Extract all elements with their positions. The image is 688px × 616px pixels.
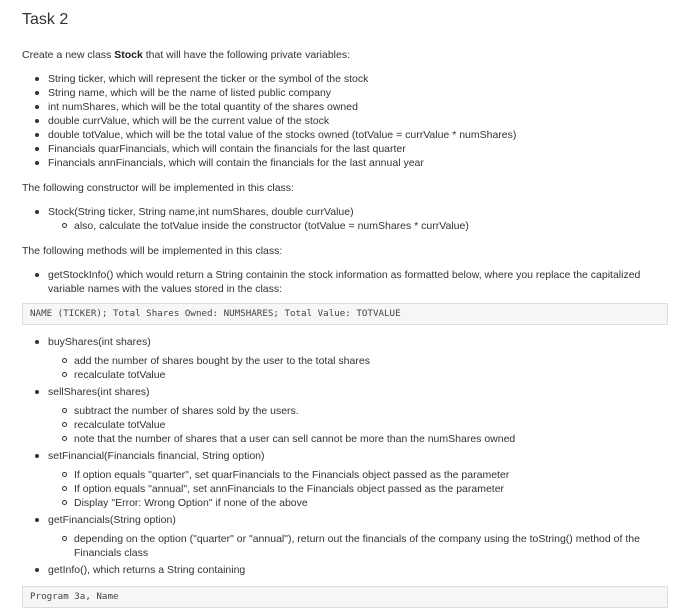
constructor-signature: Stock(String ticker, String name,int numShares, double currValue) [48,206,354,218]
variable-item: double currValue, which will be the current value of the stock [22,114,668,128]
intro-before: Create a new class [22,49,115,61]
method-item [22,449,668,510]
code-block-format: NAME (TICKER); Total Shares Owned: NUMSHARES; Total Value: TOTVALUE [22,303,668,325]
variable-item: Financials quarFinancials, which will contain the financials for the last quarter [22,142,668,156]
method-sublist [48,532,668,560]
method-detail: recalculate totValue [48,418,668,432]
variable-item: Financials annFinancials, which will contain the financials for the last annual year [22,156,668,170]
method-detail: If option equals "annual", set annFinancials to the Financials object passed as the parameter [48,482,668,496]
methods-list [22,335,668,577]
method-label: sellShares(int shares) [48,386,150,398]
variable-item: double totValue, which will be the total value of the stocks owned (totValue = currValue * numShares) [22,128,668,142]
variable-item: int numShares, which will be the total quantity of the shares owned [22,100,668,114]
method-detail: depending on the option ("quarter" or "annual"), return out the financials of the company using the toString() method of the Financials class [48,532,668,560]
method-sublist [48,354,668,382]
method-detail: add the number of shares bought by the user to the total shares [48,354,668,368]
method-detail: recalculate totValue [48,368,668,382]
constructor-note: also, calculate the totValue inside the constructor (totValue = numShares * currValue) [48,219,668,233]
method-sublist [48,404,668,446]
method-detail: note that the number of shares that a user can sell cannot be more than the numShares owned [48,432,668,446]
method-label: setFinancial(Financials financial, String option) [48,450,265,462]
constructor-list [22,205,668,233]
intro-after: that will have the following private variables: [142,49,351,61]
constructor-heading: The following constructor will be implemented in this class: [22,182,294,194]
method-label: getFinancials(String option) [48,514,176,526]
variable-item: String ticker, which will represent the ticker or the symbol of the stock [22,72,668,86]
variables-list [22,72,668,170]
method-item [22,335,668,382]
variable-item: String name, which will be the name of listed public company [22,86,668,100]
page-title: Task 2 [22,11,69,28]
constructor-sublist [48,219,668,233]
code-block-program: Program 3a, Name [22,586,668,608]
method-detail: Display "Error: Wrong Option" if none of the above [48,496,668,510]
methods-heading: The following methods will be implemented in this class: [22,245,283,257]
method-getinfo: getInfo(), which returns a String containing [22,563,668,577]
method-sublist [48,468,668,510]
method-label: buyShares(int shares) [48,336,151,348]
class-name: Stock [114,49,143,61]
method-item [22,385,668,446]
method-detail: subtract the number of shares sold by the users. [48,404,668,418]
method-getstockinfo: getStockInfo() which would return a String containin the stock information as formatted below, where you replace the capitalized variable names with the values stored in the class: [22,268,668,296]
methods-list-top [22,268,668,296]
constructor-item [22,205,668,233]
method-detail: If option equals "quarter", set quarFinancials to the Financials object passed as the parameter [48,468,668,482]
method-item [22,513,668,560]
intro-text [22,48,668,62]
